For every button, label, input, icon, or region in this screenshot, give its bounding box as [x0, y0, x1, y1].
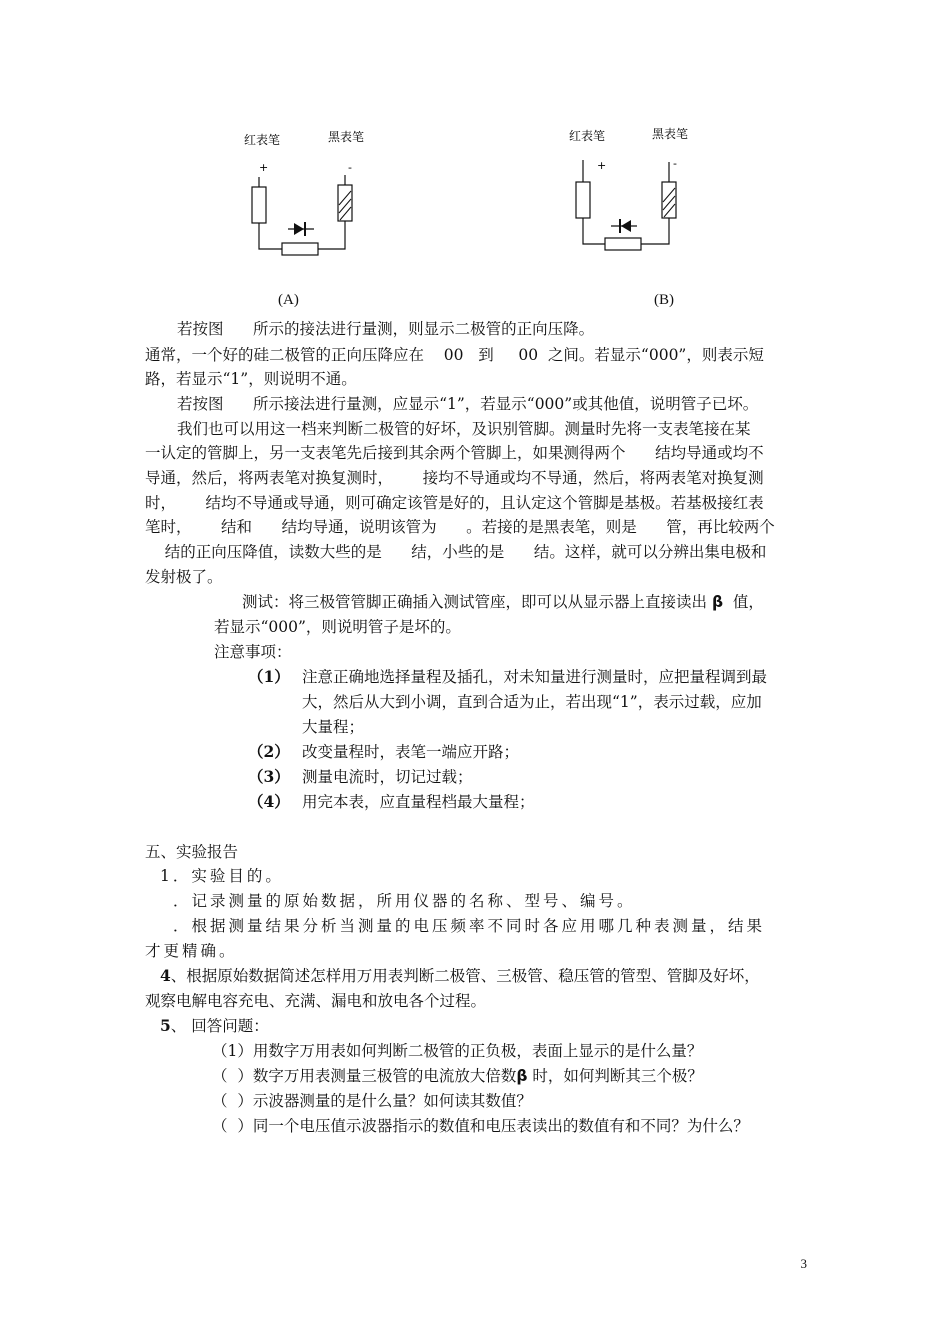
note-number: （2） [248, 742, 290, 761]
question-text-end: 时，如何判断其三个极？ [527, 1067, 703, 1085]
resistor [605, 238, 641, 250]
question [212, 1066, 703, 1086]
report-item: 才更精确。 [145, 942, 238, 960]
test-text-end: 值， [723, 593, 764, 611]
item-text: 、 回答问题： [170, 1017, 269, 1035]
paragraph-line: 结的正向压降值，读数大些的是 结，小些的是 结。这样，就可以分辨出集电极和 [145, 543, 767, 561]
paragraph-line: 时， 结均不导通或导通，则可确定该管是好的，且认定这个管脚是基极。若基极接红表 [145, 494, 764, 512]
question: （1）用数字万用表如何判断二极管的正负极，表面上显示的是什么量？ [212, 1042, 703, 1060]
note-number: （3） [248, 767, 290, 786]
diode [621, 220, 631, 232]
paragraph-line: 发射极了。 [145, 568, 223, 586]
notes-heading: 注意事项： [214, 643, 292, 661]
note-line: 大，然后从大到小调，直到合适为止，若出现“1”，表示过载，应加 [302, 693, 762, 711]
beta-symbol: β [711, 593, 724, 611]
black-probe-label: 黑表笔 [328, 130, 365, 144]
report-item: ．记录测量的原始数据，所用仪器的名称、型号、编号。 [173, 892, 636, 910]
note-line: 注意正确地选择量程及插孔，对未知量进行测量时，应把量程调到最 [302, 668, 768, 686]
red-probe-label: 红表笔 [569, 129, 606, 143]
question: （ ）同一个电压值示波器指示的数值和电压表读出的数值有和不同？为什么？ [212, 1117, 749, 1135]
item-number: 4 [160, 966, 171, 985]
paragraph-line: 通常，一个好的硅二极管的正向压降应在 00 到 00 之间。若显示“000”，则表示短 [145, 346, 764, 364]
report-item: ．根据测量结果分析当测量的电压频率不同时各应用哪几种表测量，结果 [173, 917, 766, 935]
circuit-figure-b [555, 122, 695, 262]
question: （ ）示波器测量的是什么量？如何读其数值？ [212, 1092, 532, 1110]
paragraph-line: 一认定的管脚上，另一支表笔先后接到其余两个管脚上，如果测得两个 结均导通或均不 [145, 444, 764, 462]
circuit-diagram-b [555, 122, 695, 262]
note-number: （4） [248, 792, 290, 811]
resistor [282, 243, 318, 255]
report-item: 1．实验目的。 [160, 867, 284, 885]
test-line: 若显示“000”，则说明管子是坏的。 [214, 618, 461, 636]
paragraph-line: 路，若显示“1”，则说明不通。 [145, 370, 357, 388]
figure-b-caption: (B) [654, 292, 674, 308]
test-text: 测试：将三极管管脚正确插入测试管座，即可以从显示器上直接读出 [242, 593, 712, 611]
black-probe-label: 黑表笔 [652, 127, 689, 141]
paragraph-line: 若按图 所示的接法进行量测，则显示二极管的正向压降。 [177, 320, 595, 338]
circuit-diagram-a [230, 125, 370, 265]
red-probe-label: 红表笔 [244, 133, 281, 147]
question-text: （ ）数字万用表测量三极管的电流放大倍数 [212, 1067, 517, 1085]
diode [294, 223, 304, 235]
paragraph-line: 导通，然后，将两表笔对换复测时， 接均不导通或均不导通，然后，将两表笔对换复测 [145, 469, 764, 487]
note-number: （1） [248, 667, 290, 686]
circuit-figure-a [230, 125, 370, 265]
paragraph-line: 笔时， 结和 结均导通，说明该管为 。若接的是黑表笔，则是 管，再比较两个 [145, 518, 775, 536]
note-line: 用完本表，应直量程档最大量程； [302, 793, 535, 811]
report-heading: 五、实验报告 [145, 843, 239, 861]
red-probe [252, 187, 266, 223]
item-text: 、根据原始数据简述怎样用万用表判断二极管、三极管、稳压管的管型、管脚及好坏， [170, 967, 760, 985]
note-line: 大量程； [302, 718, 365, 736]
report-item [160, 966, 760, 986]
beta-symbol: β [516, 1067, 528, 1085]
page-number: 3 [800, 1256, 807, 1271]
paragraph-line: 若按图 所示接法进行量测，应显示“1”，若显示“000”或其他值，说明管子已坏。 [177, 395, 759, 413]
red-probe [576, 182, 590, 218]
plus-sign: + [259, 161, 269, 174]
note-line: 测量电流时，切记过载； [302, 768, 473, 786]
minus-sign: - [348, 161, 352, 174]
minus-sign: - [673, 157, 677, 170]
report-item [160, 1016, 269, 1036]
test-line [242, 592, 764, 612]
note-line: 改变量程时，表笔一端应开路； [302, 743, 520, 761]
item-number: 5 [160, 1016, 171, 1035]
figure-a-caption: (A) [278, 292, 299, 308]
paragraph-line: 我们也可以用这一档来判断二极管的好坏，及识别管脚。测量时先将一支表笔接在某 [177, 420, 751, 438]
plus-sign: + [597, 159, 607, 172]
report-item: 观察电解电容充电、充满、漏电和放电各个过程。 [145, 992, 487, 1010]
